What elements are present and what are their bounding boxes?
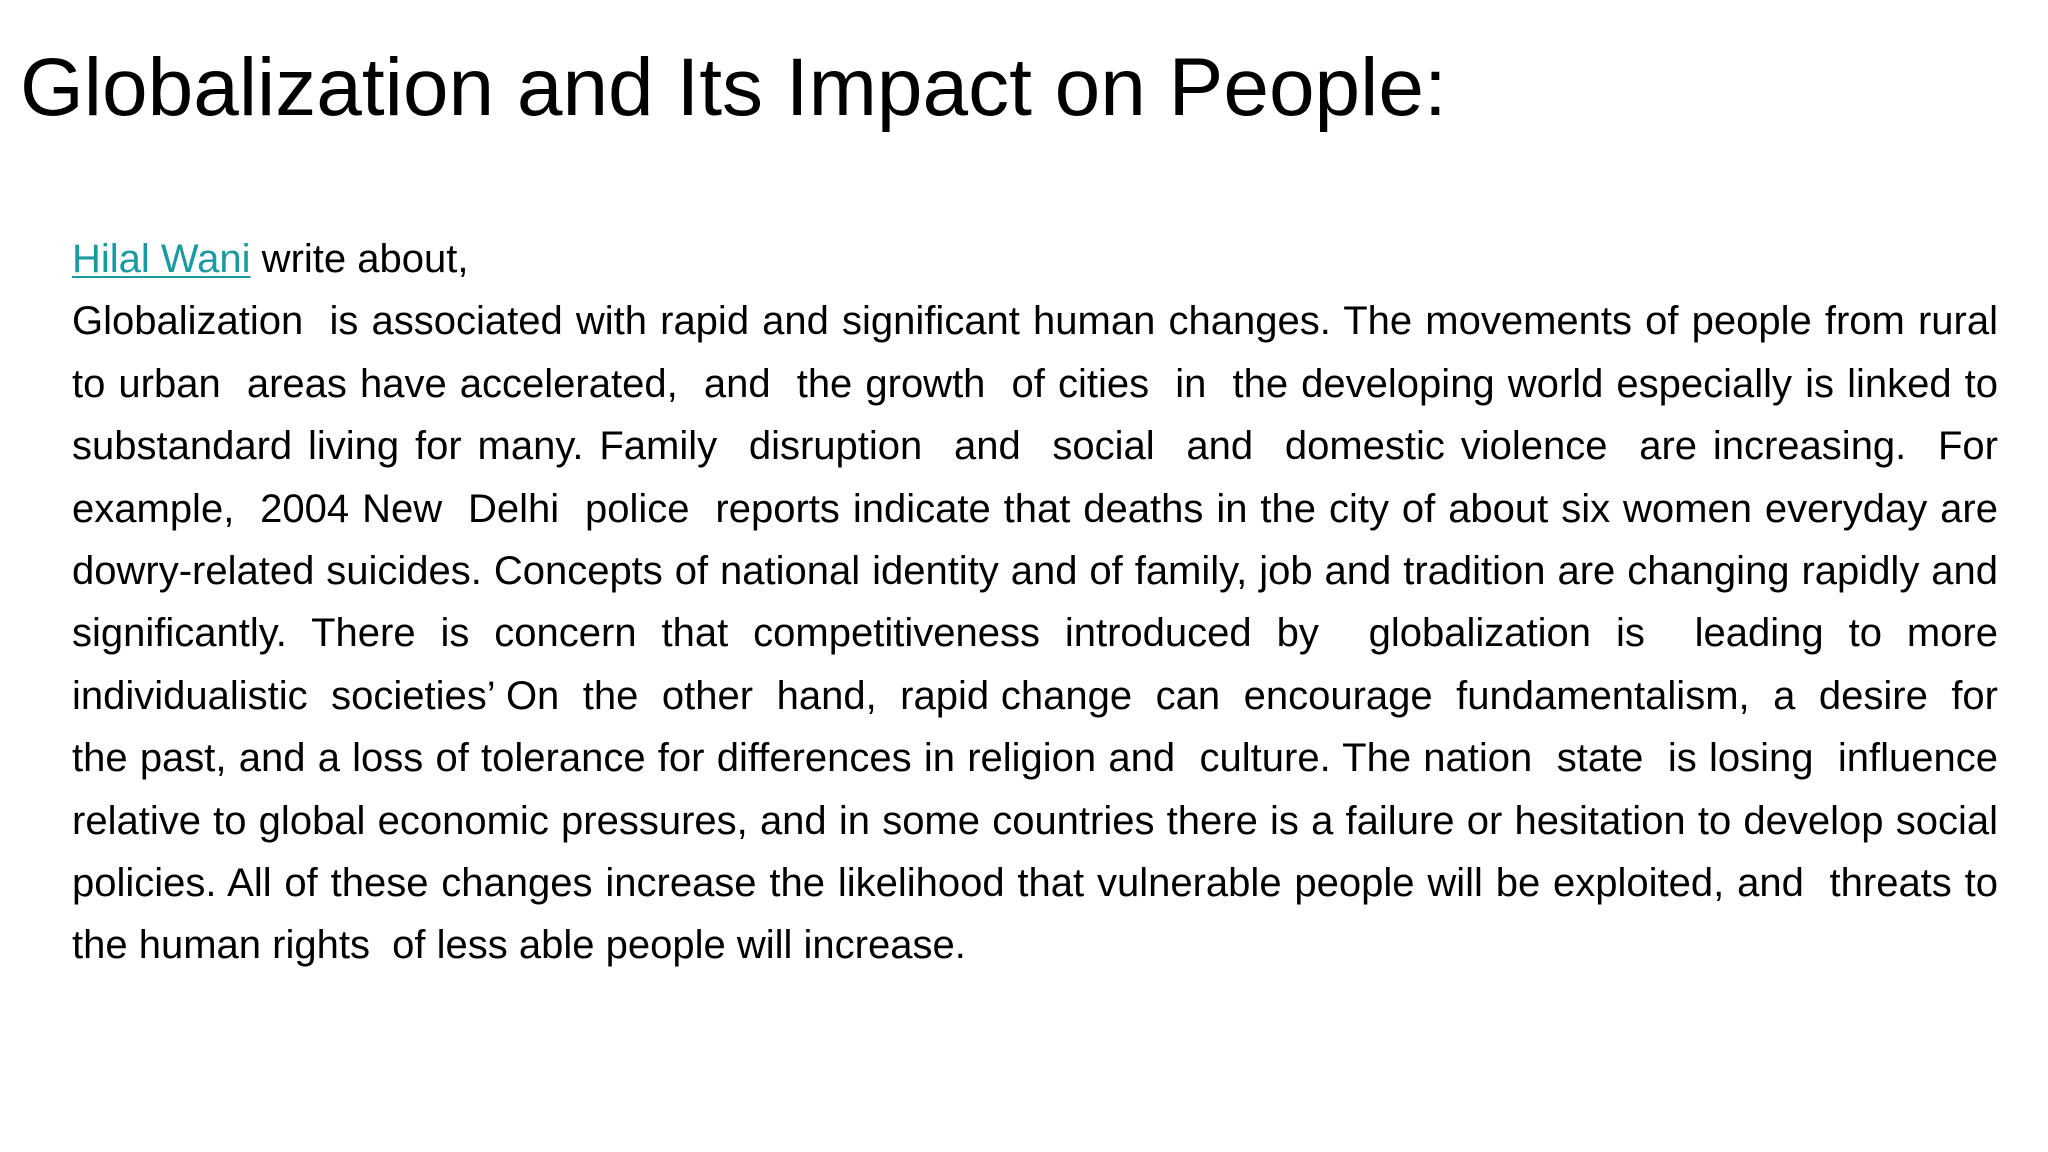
author-link[interactable]: Hilal Wani	[72, 237, 251, 281]
body-paragraph: Globalization is associated with rapid and significant human changes. The movements of people from rural to urban areas have accelerated, and the growth of cities in the developing world especially is linked to substandard living for many. Family disruption and social and domestic violence are increasing. For example, 2004 New Delhi police reports indicate that deaths in the city of about six women everyday are dowry-related suicides. Concepts of national identity and of family, job and tradition are changing rapidly and significantly. There is concern that competitiveness introduced by globalization is leading to more individualistic societies’ On the other hand, rapid change can encourage fundamentalism, a desire for the past, and a loss of tolerance for differences in religion and culture. The nation state is losing influence relative to global economic pressures, and in some countries there is a failure or hesitation to develop social policies. All of these changes increase the likelihood that vulnerable people will be exploited, and threats to the human rights of less able people will increase.	[72, 299, 2021, 968]
byline	[72, 228, 1998, 290]
slide-title: Globalization and Its Impact on People:	[20, 42, 1447, 133]
slide-body	[72, 228, 2021, 977]
byline-suffix: write about,	[250, 237, 469, 281]
